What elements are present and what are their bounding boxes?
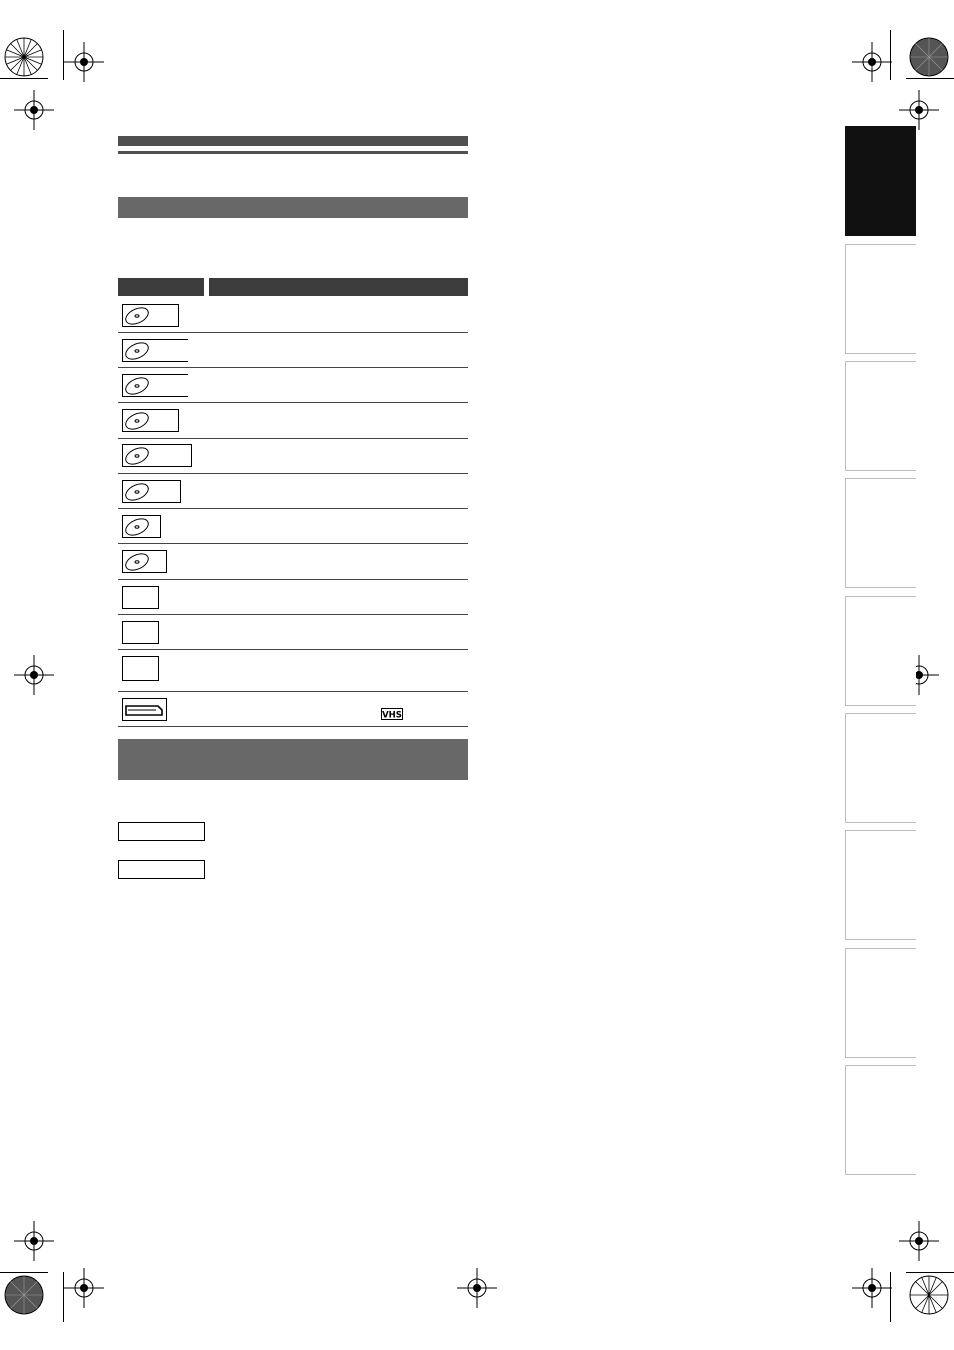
side-tab-2[interactable] xyxy=(845,244,916,354)
cd-disc-icon xyxy=(122,515,164,539)
side-tab-3[interactable] xyxy=(845,361,916,471)
crosshair-icon xyxy=(14,1221,54,1261)
dvd-disc-icon xyxy=(122,444,194,468)
blank-label-icon xyxy=(122,621,162,645)
side-tab-8[interactable] xyxy=(845,948,916,1058)
table-row-divider xyxy=(118,579,468,580)
page-title-bar xyxy=(118,136,468,146)
crosshair-icon xyxy=(852,42,892,82)
crosshair-icon xyxy=(64,42,104,82)
section-header-media-types xyxy=(118,197,468,218)
cd-disc-icon xyxy=(122,550,170,574)
table-row-divider xyxy=(118,649,468,650)
table-row-divider xyxy=(118,438,468,439)
table-row-divider xyxy=(118,402,468,403)
blank-label-icon xyxy=(122,586,162,610)
table-row-divider xyxy=(118,691,468,692)
table-row-divider xyxy=(118,473,468,474)
table-header-col-2 xyxy=(209,278,468,296)
registration-wheel-icon xyxy=(4,37,44,77)
dvd-disc-icon xyxy=(122,374,190,398)
crosshair-icon xyxy=(899,1221,939,1261)
registration-wheel-icon xyxy=(909,37,949,77)
crosshair-icon xyxy=(14,655,54,695)
dvd-disc-icon xyxy=(122,480,184,504)
vhs-logo-icon xyxy=(381,708,403,720)
side-tab-4[interactable] xyxy=(845,478,916,588)
crosshair-icon xyxy=(899,90,939,130)
side-tab-1[interactable] xyxy=(845,126,916,236)
table-row-divider xyxy=(118,614,468,615)
table-header-col-1 xyxy=(118,278,204,296)
table-row-divider xyxy=(118,543,468,544)
crosshair-icon xyxy=(14,90,54,130)
side-tab-6[interactable] xyxy=(845,713,916,823)
symbol-box xyxy=(118,860,205,879)
section-header-symbols xyxy=(118,739,468,780)
side-tab-9[interactable] xyxy=(845,1065,916,1175)
side-tab-5[interactable] xyxy=(845,596,916,706)
svg-text:VHS: VHS xyxy=(382,710,402,720)
dvd-disc-icon xyxy=(122,304,182,328)
symbol-box xyxy=(118,822,205,841)
table-row-divider xyxy=(118,332,468,333)
table-row-divider xyxy=(118,367,468,368)
crosshair-icon xyxy=(457,1268,497,1308)
blank-label-icon xyxy=(122,656,162,682)
crosshair-icon xyxy=(64,1268,104,1308)
page-title-rule xyxy=(118,151,468,154)
dvd-disc-icon xyxy=(122,409,182,433)
registration-wheel-icon xyxy=(909,1275,949,1315)
table-row-divider xyxy=(118,726,468,727)
crosshair-icon xyxy=(852,1268,892,1308)
registration-wheel-icon xyxy=(4,1275,44,1315)
dvd-disc-icon xyxy=(122,339,190,363)
vhs-cassette-icon xyxy=(122,698,170,722)
table-row-divider xyxy=(118,508,468,509)
side-tab-7[interactable] xyxy=(845,830,916,940)
